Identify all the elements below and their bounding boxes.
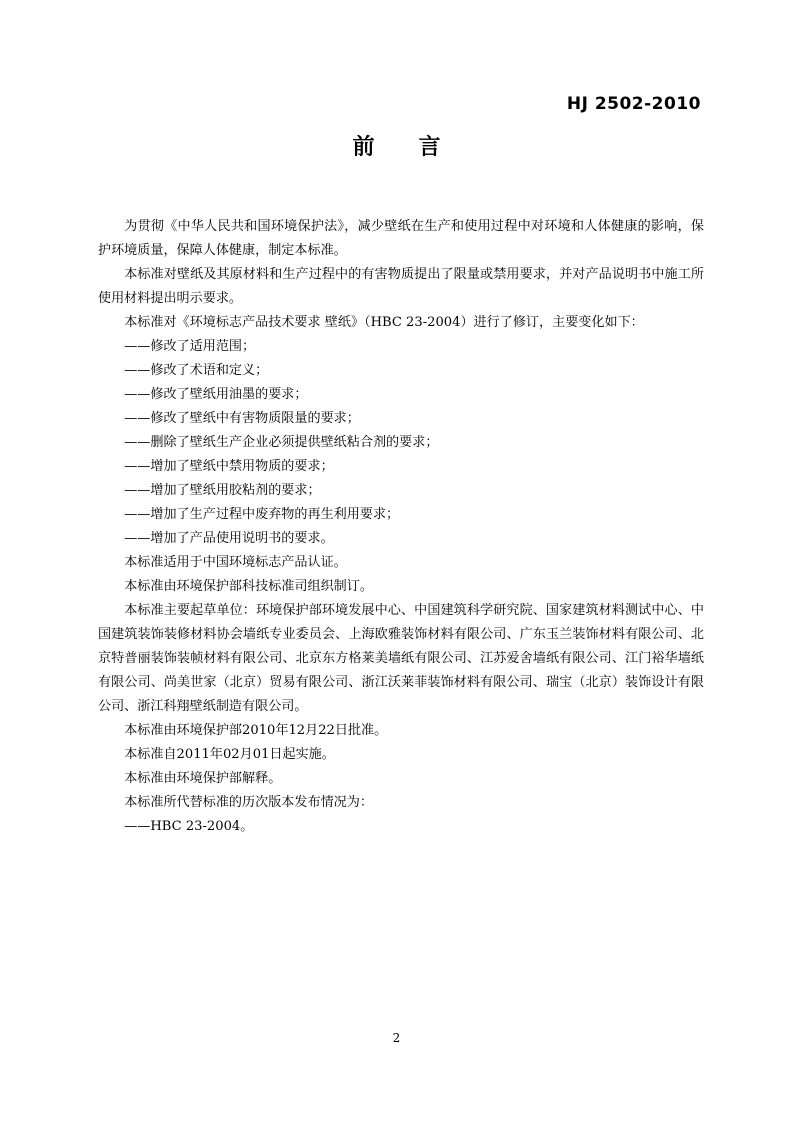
change-item: ——修改了壁纸用油墨的要求； <box>124 387 308 402</box>
page-number: 2 <box>392 1031 401 1045</box>
paragraph-scope-of-requirements: 本标准对壁纸及其原材料和生产过程中的有害物质提出了限量或禁用要求，并对产品说明书中施工所使用材料提出明示要求。 <box>98 267 704 306</box>
paragraph-interpretation: 本标准由环境保护部解释。 <box>124 771 282 786</box>
change-item: ——增加了生产过程中废弃物的再生利用要求； <box>124 507 400 522</box>
paragraph-purpose: 为贯彻《中华人民共和国环境保护法》，减少壁纸在生产和使用过程中对环境和人体健康的影响，保护环境质量，保障人体健康，制定本标准。 <box>98 219 704 258</box>
paragraph-history-intro: 本标准所代替标准的历次版本发布情况为： <box>124 795 373 810</box>
change-item: ——修改了适用范围； <box>124 339 256 354</box>
change-item: ——修改了术语和定义； <box>124 363 269 378</box>
paragraph-revision-intro: 本标准对《环境标志产品技术要求 壁纸》（HBC 23-2004）进行了修订，主要变化如下： <box>124 315 644 330</box>
page-title: 前言 <box>352 135 485 160</box>
change-item: ——增加了壁纸中禁用物质的要求； <box>124 459 334 474</box>
paragraph-applicability: 本标准适用于中国环境标志产品认证。 <box>124 555 347 570</box>
change-item: ——增加了壁纸用胶粘剂的要求； <box>124 483 321 498</box>
paragraph-approval: 本标准由环境保护部2010年12月22日批准。 <box>124 723 388 738</box>
paragraph-effective-date: 本标准自2011年02月01日起实施。 <box>124 747 335 762</box>
history-item: ——HBC 23-2004。 <box>124 819 254 834</box>
paragraph-organizer: 本标准由环境保护部科技标准司组织制订。 <box>124 579 373 594</box>
change-item: ——修改了壁纸中有害物质限量的要求； <box>124 411 360 426</box>
change-item: ——删除了壁纸生产企业必须提供壁纸粘合剂的要求； <box>124 435 439 450</box>
change-item: ——增加了产品使用说明书的要求。 <box>124 531 334 546</box>
document-body <box>98 215 704 839</box>
document-code: HJ 2502-2010 <box>566 94 701 114</box>
paragraph-drafting-units: 本标准主要起草单位：环境保护部环境发展中心、中国建筑科学研究院、国家建筑材料测试中心、中国建筑装饰装修材料协会墙纸专业委员会、上海欧雅装饰材料有限公司、广东玉兰装饰材料有限公司、北京特普丽装饰装帧材料有限公司、北京东方格莱美墙纸有限公司、江苏爱舍墙纸有限公司、江门裕华墙纸有限公司、尚美世家（北京）贸易有限公司、浙江沃莱菲装饰材料有限公司、瑞宝（北京）装饰设计有限公司、浙江科翔壁纸制造有限公司。 <box>98 603 704 714</box>
